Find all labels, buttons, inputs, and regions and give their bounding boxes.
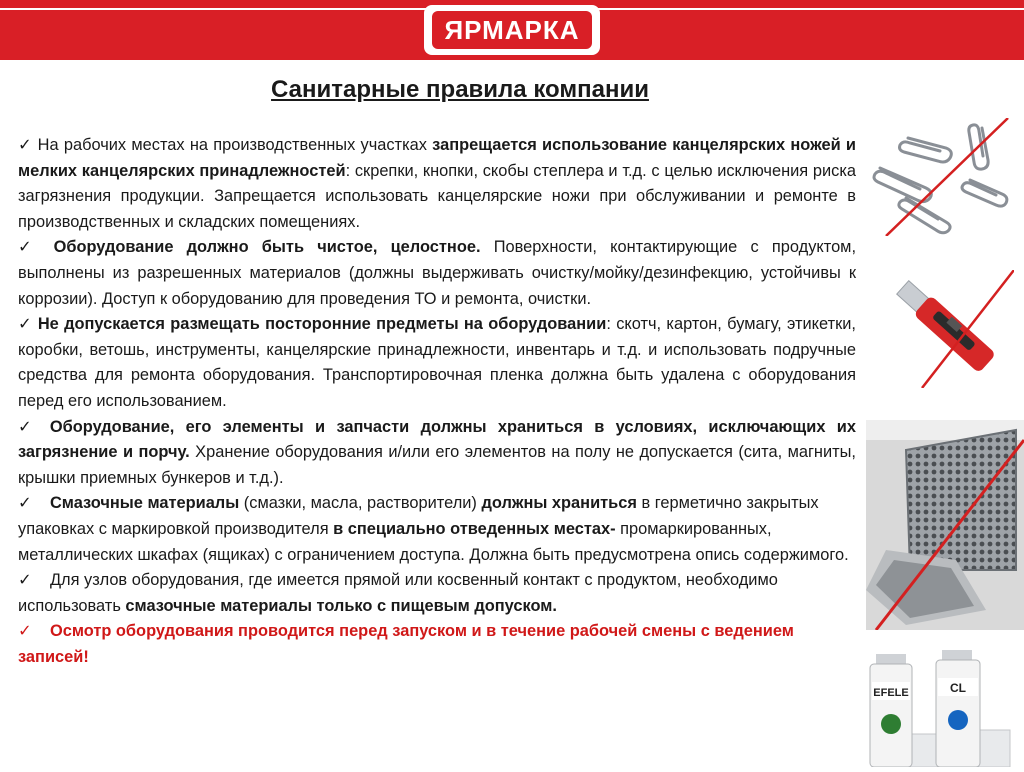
- header-band: [0, 0, 1024, 60]
- rule-item-6: [18, 568, 856, 619]
- rule-text: Поверхности, контактирующие с продуктом, выполнены из разрешенных материалов (должны выдерживать очистку/мойку/дезинфекцию, устойчивы к коррозии). Доступ к оборудованию для проведения ТО и ремонта, очистки.: [18, 238, 857, 308]
- rule-item-1: [18, 133, 856, 235]
- rule-text: Для узлов оборудования, где имеется прямой или косвенный контакт с продуктом, необходимо использовать: [18, 571, 778, 615]
- check-icon: ✓: [18, 622, 32, 641]
- rule-text: промаркированных, металлических шкафах (ящиках) с ограничением доступа. Должна быть предусмотрена опись содержимого.: [18, 519, 849, 564]
- rule-bold: должны храниться: [481, 494, 637, 513]
- paperclips-crossed-icon: [868, 118, 1014, 236]
- lubricant-spray-cans-icon: [862, 644, 1012, 767]
- rule-text: : скотч, картон, бумагу, этикетки, коробки, ветошь, инструменты, канцелярские принадлежности, инвентарь и т.д. и использовать подручные средства для ремонта оборудования. Транспортировочная пленка должна быть удалена с оборудования перед его использованием.: [18, 315, 856, 410]
- can2-label: CL: [950, 681, 966, 695]
- rule-item-2: [18, 235, 856, 312]
- rule-item-4: [18, 415, 856, 492]
- rule-bold: в специально отведенных местах-: [333, 519, 616, 538]
- rule-text: в герметично закрытых упаковках с маркировкой производителя: [18, 494, 819, 538]
- check-icon: ✓: [18, 315, 33, 334]
- rule-item-7: [18, 619, 856, 670]
- rule-text: На рабочих местах на производственных участках: [37, 136, 433, 154]
- rule-bold: Смазочные материалы: [49, 494, 240, 513]
- check-icon: ✓: [18, 136, 33, 154]
- rule-text: (смазки, масла, растворители): [239, 494, 482, 513]
- rule-bold: Оборудование, его элементы и запчасти должны храниться в условиях, исключающих их загрязнение и порчу.: [18, 417, 856, 462]
- rule-bold: смазочные материалы только с пищевым допуском.: [125, 596, 557, 615]
- rule-bold: Не допускается размещать посторонние предметы на оборудовании: [37, 315, 607, 334]
- rule-item-5: [18, 491, 856, 568]
- rule-bold: запрещается использование канцелярских ножей и мелких канцелярских принадлежностей: [18, 136, 857, 180]
- logo-text: ЯРМАРКА: [432, 11, 592, 49]
- rule-text: Хранение оборудования и/или его элементов на полу не допускается (сита, магниты, крышки приемных бункеров и т.д.).: [18, 443, 856, 487]
- rule-warning-text: Осмотр оборудования проводится перед запуском и в течение рабочей смены с ведением записей!: [18, 622, 794, 666]
- logo: [424, 5, 600, 55]
- page-title: Санитарные правила компании: [271, 76, 649, 103]
- rules-list: [18, 133, 856, 670]
- check-icon: ✓: [18, 494, 32, 513]
- utility-knife-crossed-icon: [878, 270, 1014, 388]
- check-icon: ✓: [18, 238, 41, 257]
- rule-item-3: [18, 312, 856, 414]
- rule-bold: Оборудование должно быть чистое, целостное.: [53, 238, 481, 257]
- check-icon: ✓: [18, 571, 32, 590]
- can1-label: EFELE: [873, 687, 909, 699]
- rule-text: : скрепки, кнопки, скобы степлера и т.д. с целью исключения риска загрязнения продукции. Запрещается использовать канцелярские ножи при обслуживании и ремонте в производственных и складских помещениях.: [18, 161, 856, 231]
- check-icon: ✓: [18, 417, 39, 436]
- sieve-on-floor-crossed-icon: [866, 420, 1024, 630]
